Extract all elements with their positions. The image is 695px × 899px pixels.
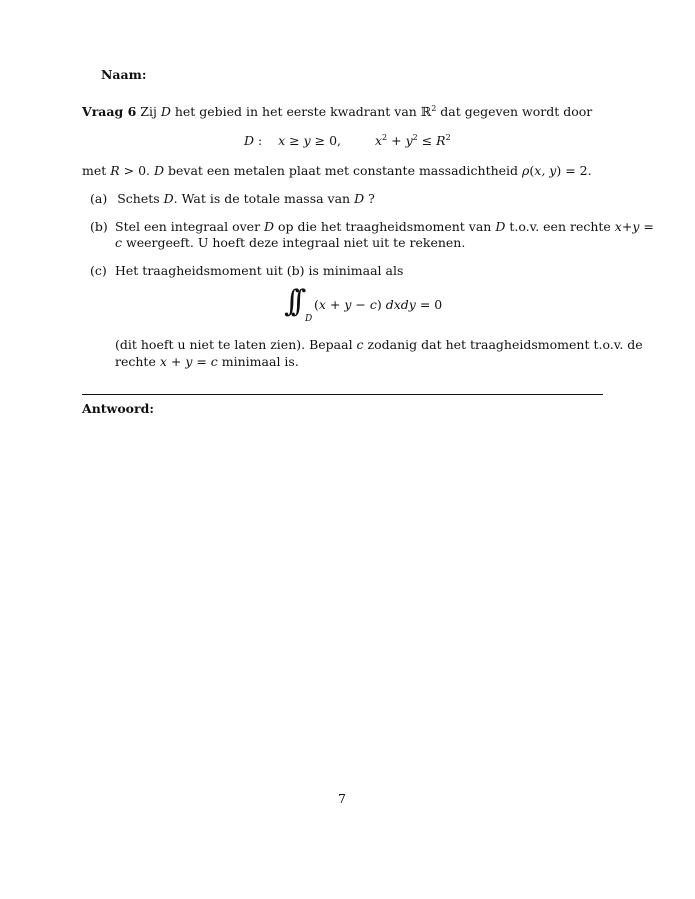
density-sentence: met R > 0. D bevat een metalen plaat met constante massadichtheid ρ(x, y) = 2. (82, 163, 592, 178)
part-a (90, 191, 375, 206)
naam-label: Naam: (101, 67, 147, 82)
part-a-label: (a) (90, 191, 108, 206)
double-integral-sign: ∫∫ (284, 284, 298, 319)
answer-divider (82, 394, 603, 395)
page-number: 7 (338, 791, 346, 806)
domain-name: D (244, 133, 255, 148)
domain-condition-1: x (278, 133, 286, 148)
part-b-label: (b) (90, 219, 108, 234)
integral-subscript: D (305, 314, 313, 324)
part-a-text: Schets D. Wat is de totale massa van D ? (117, 191, 375, 206)
question-label: Vraag 6 (82, 104, 137, 119)
part-b-line-2: c weergeeft. U hoeft deze integraal niet uit te rekenen. (115, 235, 466, 250)
domain-definition: D : x ≥ y ≥ 0, $x^2 + y^2 \le R^2$ (244, 133, 451, 148)
part-c-line-1: Het traagheidsmoment uit (b) is minimaal als (115, 263, 404, 278)
domain-condition-2: $x^2 + y^2 \le R^2$ (374, 133, 451, 148)
answer-label: Antwoord: (82, 401, 154, 416)
question-intro-text: Zij D het gebied in het eerste kwadrant van ℝ$^2$ dat gegeven wordt door (140, 104, 593, 119)
integral-formula (284, 284, 297, 319)
part-c-label: (c) (90, 263, 107, 278)
integrand: (x + y − c) dxdy = 0 (314, 297, 443, 312)
part-b-line-1: Stel een integraal over D op die het traagheidsmoment van D t.o.v. een rechte x+y = (115, 219, 654, 234)
question-intro-line (82, 104, 592, 119)
answer-area[interactable] (82, 420, 603, 780)
part-c-line-3: rechte x + y = c minimaal is. (115, 354, 299, 369)
part-c-line-2: (dit hoeft u niet te laten zien). Bepaal c zodanig dat het traagheidsmoment t.o.v. de (115, 337, 643, 352)
